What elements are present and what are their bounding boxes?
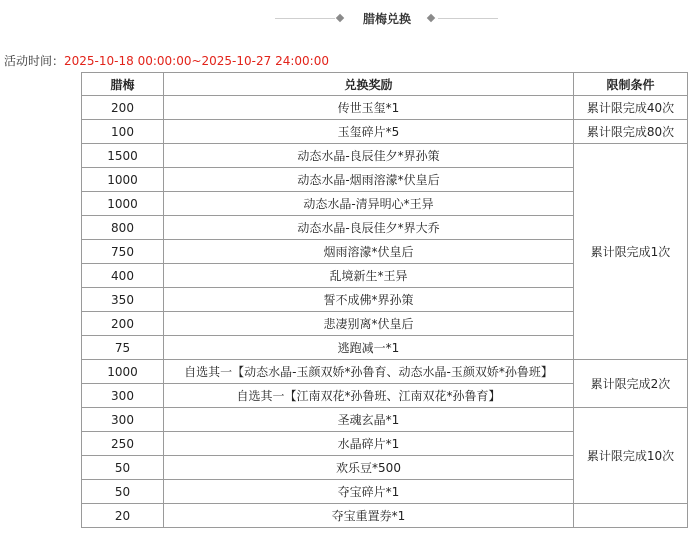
reward-cell: 誓不成佛*界孙策 — [164, 288, 574, 312]
divider-right — [438, 18, 498, 19]
reward-cell: 自选其一【动态水晶-玉颜双娇*孙鲁育、动态水晶-玉颜双娇*孙鲁班】 — [164, 360, 574, 384]
cost-cell: 300 — [82, 384, 164, 408]
cost-cell: 20 — [82, 504, 164, 528]
reward-cell: 悲凄别离*伏皇后 — [164, 312, 574, 336]
reward-cell: 欢乐豆*500 — [164, 456, 574, 480]
table-row — [82, 360, 688, 384]
section-header — [0, 8, 693, 28]
cost-cell: 1500 — [82, 144, 164, 168]
limit-cell: 累计限完成10次 — [574, 408, 688, 504]
event-time-row — [4, 52, 329, 69]
cost-cell: 50 — [82, 480, 164, 504]
page-title: 腊梅兑换 — [362, 12, 411, 26]
reward-cell: 动态水晶-良辰佳夕*界大乔 — [164, 216, 574, 240]
reward-cell: 传世玉玺*1 — [164, 96, 574, 120]
reward-cell: 动态水晶-良辰佳夕*界孙策 — [164, 144, 574, 168]
limit-cell: 累计限完成2次 — [574, 360, 688, 408]
table-header-row — [82, 73, 688, 96]
reward-cell: 乱境新生*王异 — [164, 264, 574, 288]
header-cost: 腊梅 — [82, 73, 164, 96]
reward-cell: 玉玺碎片*5 — [164, 120, 574, 144]
divider-left — [275, 18, 335, 19]
cost-cell: 350 — [82, 288, 164, 312]
limit-cell: 累计限完成80次 — [574, 120, 688, 144]
cost-cell: 400 — [82, 264, 164, 288]
header-limit: 限制条件 — [574, 73, 688, 96]
cost-cell: 75 — [82, 336, 164, 360]
reward-cell: 夺宝重置券*1 — [164, 504, 574, 528]
reward-cell: 动态水晶-清异明心*王异 — [164, 192, 574, 216]
exchange-table — [81, 72, 688, 528]
header-reward: 兑换奖励 — [164, 73, 574, 96]
cost-cell: 50 — [82, 456, 164, 480]
limit-cell — [574, 504, 688, 528]
reward-cell: 水晶碎片*1 — [164, 432, 574, 456]
cost-cell: 1000 — [82, 168, 164, 192]
reward-cell: 烟雨溶濛*伏皇后 — [164, 240, 574, 264]
cost-cell: 250 — [82, 432, 164, 456]
reward-cell: 逃跑减一*1 — [164, 336, 574, 360]
table-row — [82, 408, 688, 432]
table-row — [82, 504, 688, 528]
cost-cell: 800 — [82, 216, 164, 240]
table-row — [82, 120, 688, 144]
cost-cell: 100 — [82, 120, 164, 144]
cost-cell: 750 — [82, 240, 164, 264]
cost-cell: 1000 — [82, 192, 164, 216]
table-row — [82, 96, 688, 120]
cost-cell: 200 — [82, 96, 164, 120]
reward-cell: 夺宝碎片*1 — [164, 480, 574, 504]
event-time-value: 2025-10-18 00:00:00~2025-10-27 24:00:00 — [64, 54, 329, 68]
event-time-label: 活动时间： — [4, 54, 65, 68]
table-row — [82, 144, 688, 168]
table-body — [82, 96, 688, 528]
diamond-right-icon — [427, 14, 435, 22]
reward-cell: 自选其一【江南双花*孙鲁班、江南双花*孙鲁育】 — [164, 384, 574, 408]
limit-cell: 累计限完成1次 — [574, 144, 688, 360]
reward-cell: 动态水晶-烟雨溶濛*伏皇后 — [164, 168, 574, 192]
diamond-left-icon — [336, 14, 344, 22]
cost-cell: 300 — [82, 408, 164, 432]
limit-cell: 累计限完成40次 — [574, 96, 688, 120]
cost-cell: 1000 — [82, 360, 164, 384]
reward-cell: 圣魂玄晶*1 — [164, 408, 574, 432]
cost-cell: 200 — [82, 312, 164, 336]
